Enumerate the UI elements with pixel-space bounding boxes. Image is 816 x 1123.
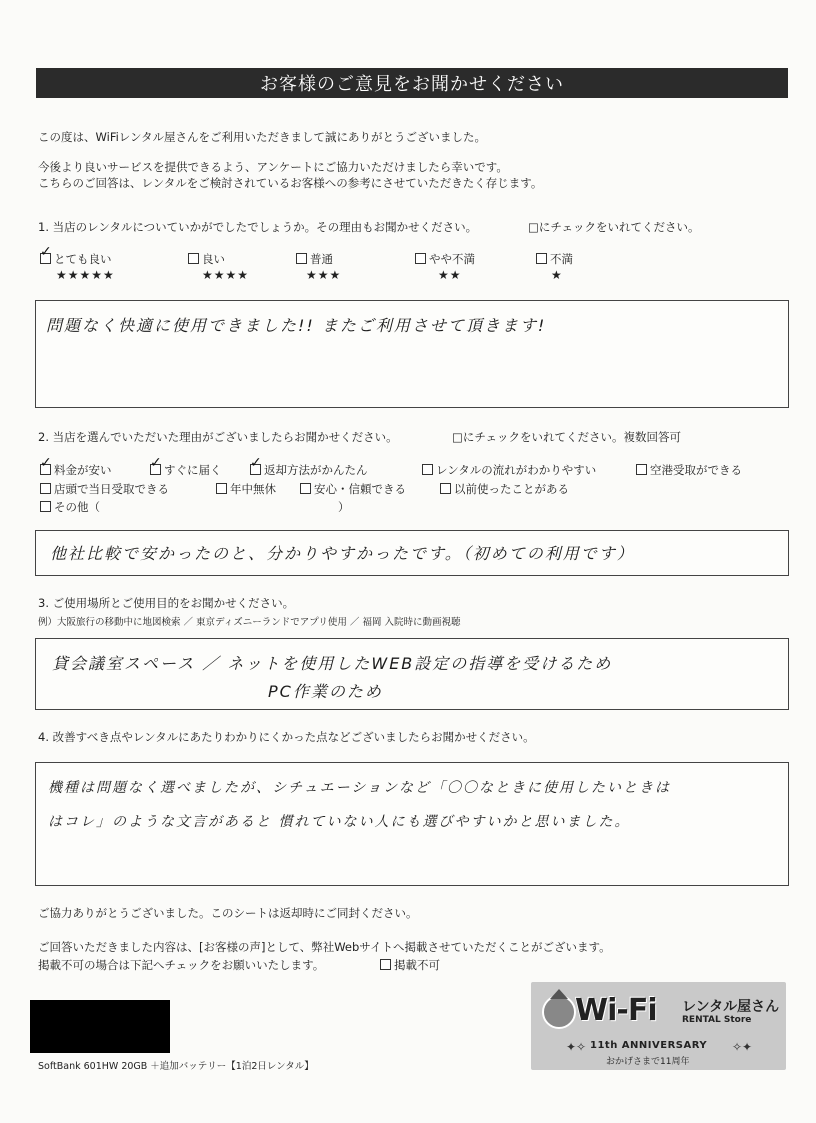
intro-line-1: この度は、WiFiレンタル屋さんをご利用いただきまして誠にありがとうございました。 [38, 130, 487, 144]
q2-instruction: □にチェックをいれてください。複数回答可 [452, 430, 682, 444]
q3-answer-box[interactable] [35, 638, 789, 710]
q2-other-label: その他（ [54, 500, 100, 514]
notice-line-1: ご回答いただきました内容は、[お客様の声]として、弊社Webサイトへ掲載させていただくことがございます。 [38, 940, 611, 954]
q1-checkbox-normal[interactable] [296, 253, 307, 264]
q1-option-label: 良い [202, 252, 225, 266]
q2-answer-box[interactable] [35, 530, 789, 576]
q1-checkbox-somewhat-dissatisfied[interactable] [415, 253, 426, 264]
q2-other-close: ） [338, 500, 350, 514]
q1-option-very-good[interactable] [40, 252, 112, 266]
q1-question: 1. 当店のレンタルについていかがでしたでしょうか。その理由もお聞かせください。 [38, 220, 478, 234]
q2-option-easy-return[interactable] [250, 463, 368, 477]
q2-answer-text: 他社比較で安かったのと、分かりやすかったです。（初めての利用です） [50, 544, 635, 563]
q2-checkbox-trust[interactable] [300, 483, 311, 494]
logo-rental-text: レンタル屋さん [682, 999, 780, 1015]
q3-question: 3. ご使用場所とご使用目的をお聞かせください。 [38, 596, 295, 610]
page-title [36, 68, 788, 98]
q1-option-label: やや不満 [429, 252, 475, 266]
q2-checkbox-used-before[interactable] [440, 483, 451, 494]
logo-thanks: おかげさまで11周年 [606, 1057, 690, 1067]
q1-stars-1: ★ [551, 268, 563, 282]
q4-answer-line-1: 機種は問題なく選べましたが、シチュエーションなど「〇〇なときに使用したいときは [48, 780, 672, 796]
q2-option-label: 年中無休 [230, 482, 276, 496]
q2-option-label: 返却方法がかんたん [264, 463, 368, 477]
q2-option-trust[interactable] [300, 482, 406, 496]
optout-label: 掲載不可 [394, 958, 440, 972]
q3-answer-line-1: 貸会議室スペース ／ ネットを使用したWEB設定の指導を受けるため [52, 654, 613, 673]
q1-option-label: 不満 [550, 252, 573, 266]
q1-option-label: とても良い [54, 252, 112, 266]
q2-checkbox-airport-pickup[interactable] [636, 464, 647, 475]
q2-checkbox-store-pickup[interactable] [40, 483, 51, 494]
q2-option-open-all-year[interactable] [216, 482, 276, 496]
q1-option-good[interactable] [188, 252, 225, 266]
q2-option-label: 以前使ったことがある [454, 482, 569, 496]
q3-answer-line-2: PC作業のため [268, 682, 383, 701]
q4-answer-box[interactable] [35, 762, 789, 886]
redacted-block [30, 1000, 170, 1053]
q2-question: 2. 当店を選んでいただいた理由がございましたらお聞かせください。 [38, 430, 398, 444]
logo-store-text: RENTAL Store [682, 1015, 752, 1025]
q4-answer-line-2: はコレ」のような文言があると 慣れていない人にも選びやすいかと思いました。 [48, 814, 631, 830]
q1-option-normal[interactable] [296, 252, 333, 266]
q2-option-label: 空港受取ができる [650, 463, 742, 477]
sparkle-icon: ✧✦ [732, 1040, 753, 1054]
q2-checkbox-fast-delivery[interactable] [150, 464, 161, 475]
q1-checkbox-dissatisfied[interactable] [536, 253, 547, 264]
q2-option-airport-pickup[interactable] [636, 463, 742, 477]
q2-option-label: レンタルの流れがわかりやすい [436, 463, 597, 477]
thanks-text: ご協力ありがとうございました。このシートは返却時にご同封ください。 [38, 906, 418, 920]
q1-option-somewhat-dissatisfied[interactable] [415, 252, 475, 266]
intro-line-2: 今後より良いサービスを提供できるよう、アンケートにご協力いただけましたら幸いです。 [38, 160, 508, 174]
q1-option-dissatisfied[interactable] [536, 252, 573, 266]
q2-option-label: 安心・信頼できる [314, 482, 406, 496]
optout-checkbox[interactable] [380, 959, 391, 970]
optout-option[interactable] [380, 958, 440, 972]
q1-answer-box[interactable] [35, 300, 789, 408]
q1-checkbox-good[interactable] [188, 253, 199, 264]
q1-option-label: 普通 [310, 252, 333, 266]
logo-wifi-text: Wi-Fi [575, 993, 657, 1028]
q2-checkbox-clear-flow[interactable] [422, 464, 433, 475]
q1-instruction: □にチェックをいれてください。 [528, 220, 700, 234]
q2-checkbox-easy-return[interactable] [250, 464, 261, 475]
q2-option-cheap[interactable] [40, 463, 112, 477]
q1-answer-text: 問題なく快適に使用できました!! またご利用させて頂きます! [46, 316, 547, 335]
product-info: SoftBank 601HW 20GB ＋追加バッテリー【1泊2日レンタル】 [38, 1061, 314, 1072]
logo-anniversary: 11th ANNIVERSARY [590, 1040, 708, 1051]
q1-stars-2: ★★ [438, 268, 462, 282]
q1-stars-5: ★★★★★ [56, 268, 115, 282]
q2-checkbox-open-all-year[interactable] [216, 483, 227, 494]
q2-option-other[interactable] [40, 500, 100, 514]
q1-stars-4: ★★★★ [202, 268, 250, 282]
q3-example: 例）大阪旅行の移動中に地図検索 ／ 東京ディズニーランドでアプリ使用 ／ 福岡 入院時に動画視聴 [38, 617, 461, 628]
q1-checkbox-very-good[interactable] [40, 253, 51, 264]
q2-option-fast-delivery[interactable] [150, 463, 222, 477]
q2-option-clear-flow[interactable] [422, 463, 596, 477]
crown-mascot-icon [542, 995, 576, 1029]
q2-option-label: 店頭で当日受取できる [54, 482, 169, 496]
q2-option-store-pickup[interactable] [40, 482, 169, 496]
sparkle-icon: ✦✧ [566, 1040, 587, 1054]
q2-option-used-before[interactable] [440, 482, 569, 496]
q2-checkbox-other[interactable] [40, 501, 51, 512]
q1-stars-3: ★★★ [306, 268, 342, 282]
q2-option-label: すぐに届く [164, 463, 222, 477]
q2-checkbox-cheap[interactable] [40, 464, 51, 475]
q4-question: 4. 改善すべき点やレンタルにあたりわかりにくかった点などございましたらお聞かせください。 [38, 730, 535, 744]
q2-option-label: 料金が安い [54, 463, 112, 477]
notice-line-2: 掲載不可の場合は下記へチェックをお願いいたします。 [38, 958, 325, 972]
intro-line-3: こちらのご回答は、レンタルをご検討されているお客様への参考にさせていただきたく存じます。 [38, 176, 543, 190]
page-title-text: お客様のご意見をお聞かせください [260, 74, 564, 95]
